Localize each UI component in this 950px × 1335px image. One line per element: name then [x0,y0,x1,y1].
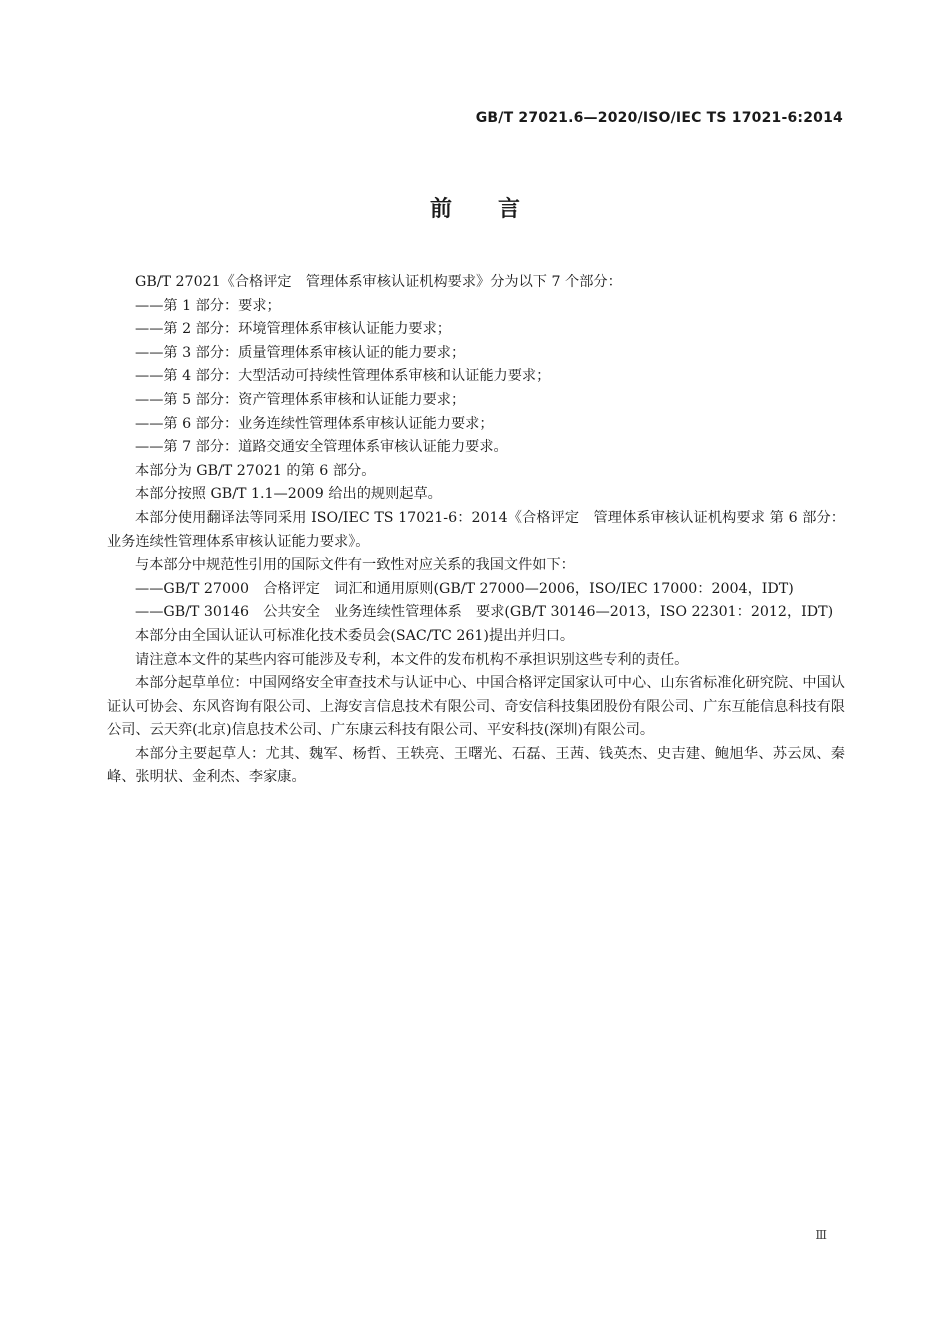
part-list-item: ——第 6 部分：业务连续性管理体系审核认证能力要求； [135,415,494,432]
correspondence-item: ——GB/T 30146 公共安全 业务连续性管理体系 要求(GB/T 30146—2013，ISO 22301：2012，IDT) [135,604,834,621]
correspondence-item: ——GB/T 27000 合格评定 词汇和通用原则(GB/T 27000—2006，ISO/IEC 17000：2004，IDT) [135,580,794,597]
part-list-item: ——第 2 部分：环境管理体系审核认证能力要求； [135,321,451,338]
patent-paragraph: 请注意本文件的某些内容可能涉及专利，本文件的发布机构不承担识别这些专利的责任。 [135,651,689,668]
foreword-body [107,271,845,790]
part-list-item: ——第 3 部分：质量管理体系审核认证的能力要求； [135,344,466,361]
part-list-item: ——第 5 部分：资产管理体系审核和认证能力要求； [135,391,466,408]
rules-paragraph: 本部分按照 GB/T 1.1—2009 给出的规则起草。 [135,486,442,503]
intro-paragraph: GB/T 27021《合格评定 管理体系审核认证机构要求》分为以下 7 个部分： [135,274,622,290]
page-number: Ⅲ [815,1228,827,1242]
adoption-paragraph: 本部分使用翻译法等同采用 ISO/IEC TS 17021-6：2014《合格评定 管理体系审核认证机构要求 第 6 部分：业务连续性管理体系审核认证能力要求》。 [107,509,845,550]
correspondence-paragraph: 与本部分中规范性引用的国际文件有一致性对应关系的我国文件如下： [135,557,575,574]
drafters-paragraph: 本部分主要起草人：尤其、魏军、杨哲、王轶亮、王曙光、石磊、王茜、钱英杰、史吉建、鲍旭华、苏云凤、秦峰、张明状、金利杰、李家康。 [107,745,845,786]
standard-code: GB/T 27021.6—2020/ISO/IEC TS 17021-6:2014 [475,110,843,126]
proposed-paragraph: 本部分由全国认证认可标准化技术委员会(SAC/TC 261)提出并归口。 [135,627,575,644]
part-list-item: ——第 1 部分：要求； [135,297,281,314]
drafting-units-paragraph: 本部分起草单位：中国网络安全审查技术与认证中心、中国合格评定国家认可中心、山东省标准化研究院、中国认证认可协会、东风咨询有限公司、上海安言信息技术有限公司、奇安信科技集团股份有限公司、广东互能信息科技有限公司、云天弈(北京)信息技术公司、广东康云科技有限公司、平安科技(深圳)有限公司。 [107,675,845,739]
page-title: 前言 [429,197,566,222]
part-list-item: ——第 7 部分：道路交通安全管理体系审核认证能力要求。 [135,439,508,456]
part-list-item: ——第 4 部分：大型活动可持续性管理体系审核和认证能力要求； [135,368,551,385]
part-of-paragraph: 本部分为 GB/T 27021 的第 6 部分。 [135,462,376,479]
